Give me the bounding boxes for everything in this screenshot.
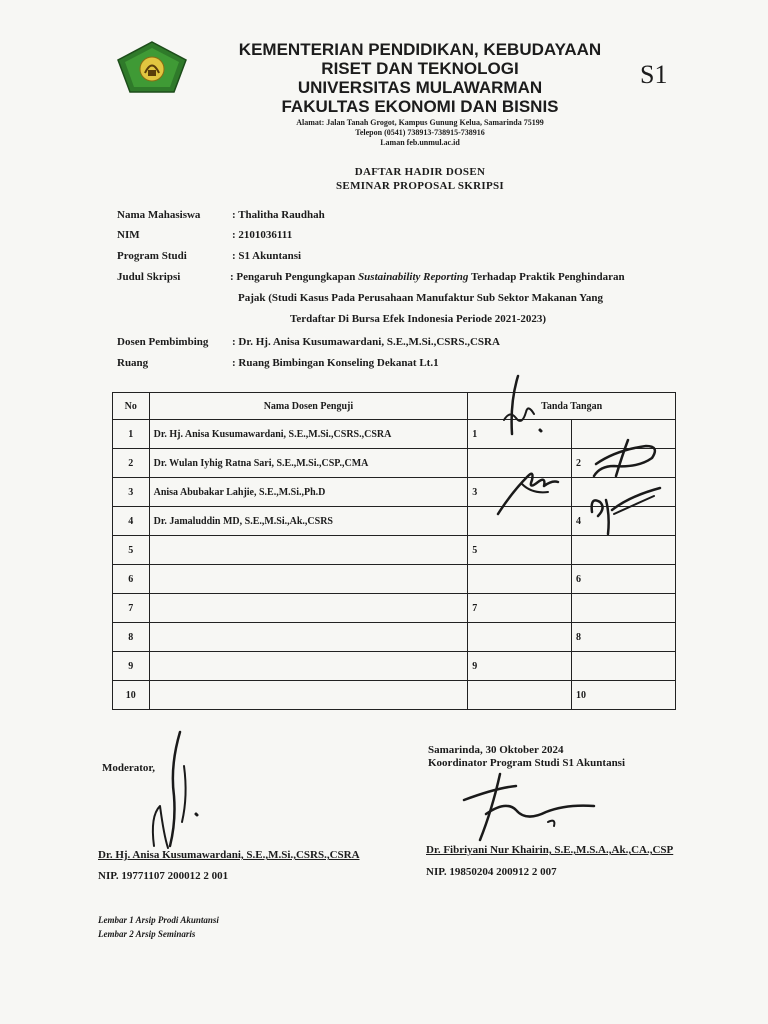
- coordinator-label: Koordinator Program Studi S1 Akuntansi: [428, 757, 626, 769]
- row-no: 5: [113, 536, 150, 565]
- coordinator-name: Dr. Fibriyani Nur Khairin, S.E.,M.S.A.,Ak.,CA.,CSP: [426, 844, 674, 856]
- signature-slot-left: 3: [468, 478, 572, 507]
- signature-slot-left: [468, 681, 572, 710]
- supervisor-value: : Dr. Hj. Anisa Kusumawardani, S.E.,M.Si.,CSRS.,CSRA: [232, 336, 500, 348]
- signature-slot-right: 8: [572, 623, 676, 652]
- ministry-sub: RISET DAN TEKNOLOGI: [321, 59, 519, 78]
- document-subtitle: SEMINAR PROPOSAL SKRIPSI: [336, 180, 504, 192]
- document-code: S1: [640, 60, 668, 89]
- row-no: 2: [113, 449, 150, 478]
- signature-slot-right: 10: [572, 681, 676, 710]
- thesis-title-line3: Terdaftar Di Bursa Efek Indonesia Periode 2021-2023): [290, 313, 547, 325]
- table-row: [113, 681, 676, 710]
- row-no: 4: [113, 507, 150, 536]
- address-line: Alamat: Jalan Tanah Grogot, Kampus Gunung Kelua, Samarinda 75199: [296, 118, 544, 127]
- ministry-name: KEMENTERIAN PENDIDIKAN, KEBUDAYAAN: [238, 40, 602, 59]
- nim-value: : 2101036111: [232, 229, 293, 241]
- row-name: [149, 536, 468, 565]
- university-logo: [116, 40, 188, 98]
- row-name: [149, 594, 468, 623]
- row-name: Anisa Abubakar Lahjie, S.E.,M.Si.,Ph.D: [149, 478, 468, 507]
- coordinator-signature: [456, 770, 606, 846]
- signature-slot-left: 1: [468, 420, 572, 449]
- thesis-title-italic: Sustainability Reporting: [358, 271, 469, 283]
- row-name: [149, 565, 468, 594]
- moderator-nip: NIP. 19771107 200012 2 001: [98, 870, 229, 882]
- examiner-signature-4: [586, 482, 666, 542]
- thesis-title-label: Judul Skripsi: [117, 271, 181, 283]
- row-name: [149, 652, 468, 681]
- archive-note-2: Lembar 2 Arsip Seminaris: [98, 929, 196, 939]
- table-row: [113, 652, 676, 681]
- document-title: DAFTAR HADIR DOSEN: [354, 166, 486, 178]
- row-no: 1: [113, 420, 150, 449]
- moderator-signature: [140, 726, 220, 856]
- row-name: [149, 681, 468, 710]
- examiner-signature-2: [586, 436, 666, 482]
- table-row: [113, 594, 676, 623]
- row-name: [149, 623, 468, 652]
- row-no: 6: [113, 565, 150, 594]
- row-no: 9: [113, 652, 150, 681]
- student-name-value: : Thalitha Raudhah: [232, 209, 325, 221]
- signature-slot-right: [572, 594, 676, 623]
- header-name: Nama Dosen Penguji: [149, 393, 468, 420]
- row-name: Dr. Jamaluddin MD, S.E.,M.Si.,Ak.,CSRS: [149, 507, 468, 536]
- coordinator-nip: NIP. 19850204 200912 2 007: [426, 866, 557, 878]
- room-label: Ruang: [117, 357, 149, 369]
- university-name: UNIVERSITAS MULAWARMAN: [297, 78, 543, 97]
- examiner-signature-3: [492, 462, 572, 518]
- row-no: 8: [113, 623, 150, 652]
- row-no: 10: [113, 681, 150, 710]
- signature-slot-left: 5: [468, 536, 572, 565]
- signature-slot-left: [468, 565, 572, 594]
- student-name-label: Nama Mahasiswa: [117, 209, 201, 221]
- thesis-title-line2: Pajak (Studi Kasus Pada Perusahaan Manufaktur Sub Sektor Makanan Yang: [238, 292, 604, 304]
- website-line: Laman feb.unmul.ac.id: [380, 138, 460, 147]
- archive-note-1: Lembar 1 Arsip Prodi Akuntansi: [98, 915, 219, 925]
- row-name: Dr. Wulan Iyhig Ratna Sari, S.E.,M.Si.,CSP.,CMA: [149, 449, 468, 478]
- row-no: 3: [113, 478, 150, 507]
- signature-slot-right: 4: [572, 507, 676, 536]
- supervisor-label: Dosen Pembimbing: [117, 336, 209, 348]
- table-row: [113, 565, 676, 594]
- thesis-title-suffix: Terhadap Praktik Penghindaran: [468, 271, 625, 283]
- signature-slot-left: [468, 623, 572, 652]
- nim-label: NIM: [117, 229, 140, 241]
- moderator-name: Dr. Hj. Anisa Kusumawardani, S.E.,M.Si.,CSRS.,CSRA: [98, 849, 360, 861]
- thesis-title-line1: [230, 271, 625, 283]
- faculty-name: FAKULTAS EKONOMI DAN BISNIS: [281, 97, 559, 116]
- signature-slot-left: 9: [468, 652, 572, 681]
- header-signature: Tanda Tangan: [468, 393, 676, 420]
- table-row: [113, 623, 676, 652]
- thesis-title-prefix: : Pengaruh Pengungkapan: [230, 271, 359, 283]
- header-no: No: [113, 393, 150, 420]
- signature-slot-left: 7: [468, 594, 572, 623]
- signature-slot-right: [572, 652, 676, 681]
- phone-line: Telepon (0541) 738913-738915-738916: [355, 128, 485, 137]
- examiner-signature-1: [490, 372, 550, 442]
- table-header-row: [113, 393, 676, 420]
- place-date: Samarinda, 30 Oktober 2024: [428, 744, 564, 756]
- row-name: Dr. Hj. Anisa Kusumawardani, S.E.,M.Si.,CSRS.,CSRA: [149, 420, 468, 449]
- row-no: 7: [113, 594, 150, 623]
- signature-slot-right: 2: [572, 449, 676, 478]
- room-value: : Ruang Bimbingan Konseling Dekanat Lt.1: [232, 357, 439, 369]
- moderator-label: Moderator,: [102, 762, 156, 774]
- program-label: Program Studi: [117, 250, 187, 262]
- signature-slot-right: 6: [572, 565, 676, 594]
- program-value: : S1 Akuntansi: [232, 250, 302, 262]
